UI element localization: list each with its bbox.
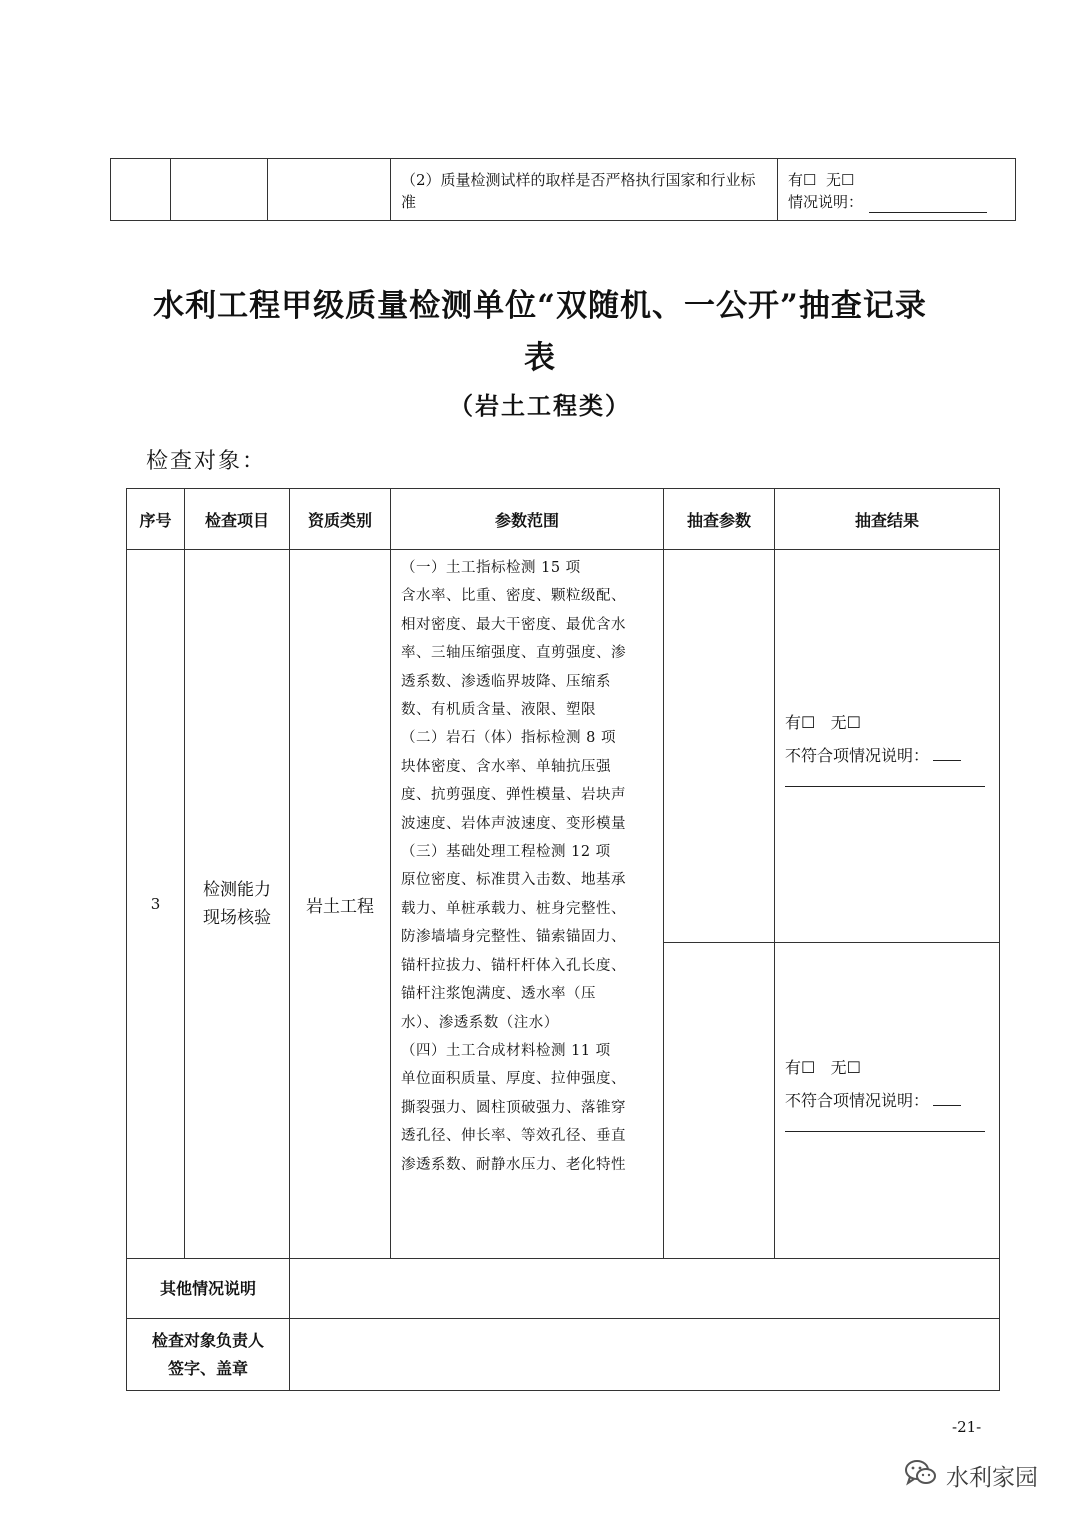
page-title-continued: 表	[524, 340, 556, 376]
item-cell	[171, 159, 268, 221]
wechat-icon	[904, 1458, 938, 1492]
param-line: 度、抗剪强度、弹性模量、岩块声	[401, 787, 626, 804]
table-header-row	[127, 489, 1000, 550]
header-result: 抽查结果	[775, 489, 1000, 550]
watermark-text: 水利家园	[946, 1464, 1038, 1491]
header-item: 检查项目	[185, 489, 290, 550]
param-line: 相对密度、最大干密度、最优含水	[401, 616, 626, 633]
check-result-cell	[778, 159, 1016, 221]
none-checkbox-label[interactable]: 无☐	[830, 712, 861, 732]
param-line: （三）基础处理工程检测 12 项	[401, 844, 611, 861]
serial-cell	[111, 159, 171, 221]
other-notes-field[interactable]	[290, 1259, 1000, 1319]
param-line: 含水率、比重、密度、颗粒级配、	[401, 588, 626, 605]
note-underline[interactable]	[933, 746, 961, 761]
header-param-range: 参数范围	[391, 489, 664, 550]
param-line: 单位面积质量、厚度、拉伸强度、	[401, 1071, 626, 1088]
header-sampled-params: 抽查参数	[664, 489, 775, 550]
inspection-object-label: 检查对象：	[146, 449, 267, 474]
check-item-text: （2）质量检测试样的取样是否严格执行国家和行业标准	[391, 159, 778, 221]
param-line: 原位密度、标准贯入击数、地基承	[401, 872, 626, 889]
result-cell-lower	[775, 943, 1000, 1259]
page-title: 水利工程甲级质量检测单位“双随机、一公开”抽查记录	[153, 288, 927, 324]
note-underline[interactable]	[785, 1117, 985, 1132]
param-line: 渗透系数、耐静水压力、老化特性	[401, 1156, 626, 1173]
param-line: 透孔径、伸长率、等效孔径、垂直	[401, 1128, 626, 1145]
watermark	[904, 1458, 1038, 1492]
signature-field[interactable]	[290, 1319, 1000, 1391]
param-line: 透系数、渗透临界坡降、压缩系	[401, 673, 611, 690]
param-line: 波速度、岩体声波速度、变形模量	[401, 815, 626, 832]
none-checkbox-label[interactable]: 无☐	[826, 170, 855, 189]
has-checkbox-label[interactable]: 有☐	[788, 170, 817, 189]
inspection-record-table	[126, 488, 1000, 1391]
none-checkbox-label[interactable]: 无☐	[830, 1058, 861, 1077]
previous-table-fragment	[110, 158, 1016, 221]
param-line: 水）、渗透系数（注水）	[401, 1014, 559, 1031]
note-underline[interactable]	[785, 772, 985, 787]
result-cell-upper	[775, 550, 1000, 943]
row-check-item	[185, 550, 290, 1259]
note-label: 情况说明：	[788, 192, 864, 211]
param-line: 锚杆拉拔力、锚杆杆体入孔长度、	[401, 957, 626, 974]
param-line: 锚杆注浆饱满度、透水率（压	[401, 986, 596, 1003]
note-underline[interactable]	[933, 1091, 961, 1106]
has-checkbox-label[interactable]: 有☐	[785, 1058, 816, 1077]
param-line: （一）土工指标检测 15 项	[401, 560, 581, 576]
param-line: 数、有机质含量、液限、塑限	[401, 702, 596, 719]
param-line: 防渗墙墙身完整性、锚索锚固力、	[401, 929, 626, 946]
param-line: （四）土工合成材料检测 11 项	[401, 1042, 611, 1059]
table-row	[127, 550, 1000, 943]
table-row	[127, 1319, 1000, 1391]
note-underline[interactable]	[869, 196, 987, 213]
page-number: -21-	[952, 1418, 982, 1436]
other-notes-label: 其他情况说明	[127, 1259, 290, 1319]
signature-label-line: 检查对象负责人	[151, 1330, 264, 1350]
nonconformity-note-label: 不符合项情况说明：	[785, 745, 930, 765]
page-subtitle: （岩土工程类）	[449, 391, 631, 420]
row-param-range	[391, 550, 664, 1259]
param-line: 载力、单桩承载力、桩身完整性、	[401, 900, 626, 917]
qualification-cell	[268, 159, 391, 221]
sampled-params-cell-lower[interactable]	[664, 943, 775, 1259]
param-line: 块体密度、含水率、单轴抗压强	[401, 758, 611, 775]
param-line: 率、三轴压缩强度、直剪强度、渗	[401, 645, 626, 662]
check-item-line: 检测能力	[203, 880, 271, 900]
param-line: 撕裂强力、圆柱顶破强力、落锥穿	[401, 1099, 626, 1116]
table-row	[127, 1259, 1000, 1319]
param-line: （二）岩石（体）指标检测 8 项	[401, 730, 616, 747]
row-serial: 3	[127, 550, 185, 1259]
header-serial: 序号	[127, 489, 185, 550]
table-row	[111, 159, 1016, 221]
check-item-line: 现场核验	[203, 908, 271, 928]
has-checkbox-label[interactable]: 有☐	[785, 712, 816, 732]
nonconformity-note-label: 不符合项情况说明：	[785, 1091, 930, 1110]
signature-label-line: 签字、盖章	[167, 1358, 248, 1378]
sampled-params-cell-upper[interactable]	[664, 550, 775, 943]
header-qualification: 资质类别	[290, 489, 391, 550]
row-qualification: 岩土工程	[290, 550, 391, 1259]
signature-label	[127, 1319, 290, 1391]
